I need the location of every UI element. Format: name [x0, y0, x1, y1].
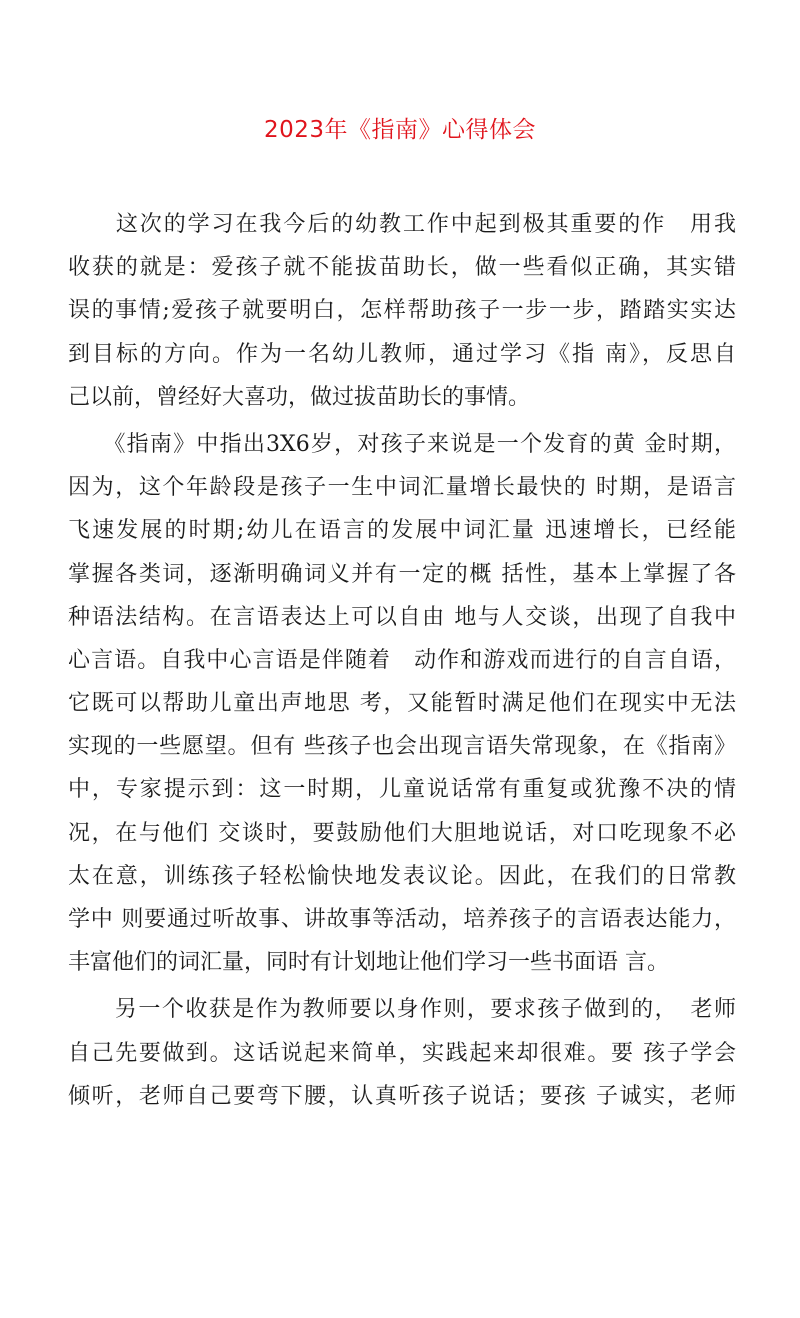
text-line: 丰富他们的词汇量，同时有计划地让他们学习一些书面语 言。 — [68, 950, 669, 976]
text-line: 心言语。自我中心言语是伴随着 动作和游戏而进行的自言自语， — [68, 647, 736, 673]
text-line: 自己先要做到。这话说起来简单，实践起来却很难。要 孩子学会 — [68, 1040, 736, 1066]
text-line: 这次的学习在我今后的幼教工作中起到极其重要的作 用我 — [68, 212, 736, 237]
text-line: 它既可以帮助儿童出声地思 考，又能暂时满足他们在现实中无法 — [68, 691, 736, 717]
text-line: 学中 则要通过听故事、讲故事等活动，培养孩子的言语表达能力， — [68, 907, 736, 932]
text-line: 飞速发展的时期;幼儿在语言的发展中词汇量 迅速增长，已经能 — [68, 518, 736, 544]
paragraph — [68, 988, 736, 1118]
text-line: 误的事情;爱孩子就要明白，怎样帮助孩子一步一步，踏踏实实达 — [68, 298, 736, 324]
text-line: 因为，这个年龄段是孩子一生中词汇量增长最快的 时期，是语言 — [68, 475, 736, 501]
text-line: 收获的就是：爱孩子就不能拔苗助长，做一些看似正确，其实错 — [68, 255, 736, 281]
text-line: 况，在与他们 交谈时，要鼓励他们大胆地说话，对口吃现象不必 — [68, 820, 736, 846]
text-line: 另一个收获是作为教师要以身作则，要求孩子做到的， 老师 — [68, 997, 736, 1023]
text-line: 太在意，训练孩子轻松愉快地发表议论。因此，在我们的日常教 — [68, 863, 736, 889]
text-line: 己以前，曾经好大喜功，做过拔苗助长的事情。 — [68, 384, 531, 410]
text-line: 实现的一些愿望。但有 些孩子也会出现言语失常现象，在《指南》 — [68, 734, 736, 760]
text-line: 中，专家提示到：这一时期，儿童说话常有重复或犹豫不决的情 — [68, 777, 736, 803]
text-line: 倾听，老师自己要弯下腰，认真听孩子说话；要孩 子诚实，老师 — [68, 1083, 736, 1109]
text-line: 掌握各类词，逐渐明确词义并有一定的概 括性，基本上掌握了各 — [68, 561, 736, 587]
text-line: 种语法结构。在言语表达上可以自由 地与人交谈，出现了自我中 — [68, 604, 736, 630]
paragraph — [68, 423, 736, 984]
document-title: 2023年《指南》心得体会 — [263, 117, 537, 143]
text-line: 《指南》中指出3X6岁，对孩子来说是一个发育的黄 金时期， — [68, 431, 736, 457]
text-line: 到目标的方向。作为一名幼儿教师，通过学习《指 南》，反思自 — [68, 341, 736, 367]
paragraph — [68, 203, 736, 419]
document-body — [68, 203, 736, 1118]
